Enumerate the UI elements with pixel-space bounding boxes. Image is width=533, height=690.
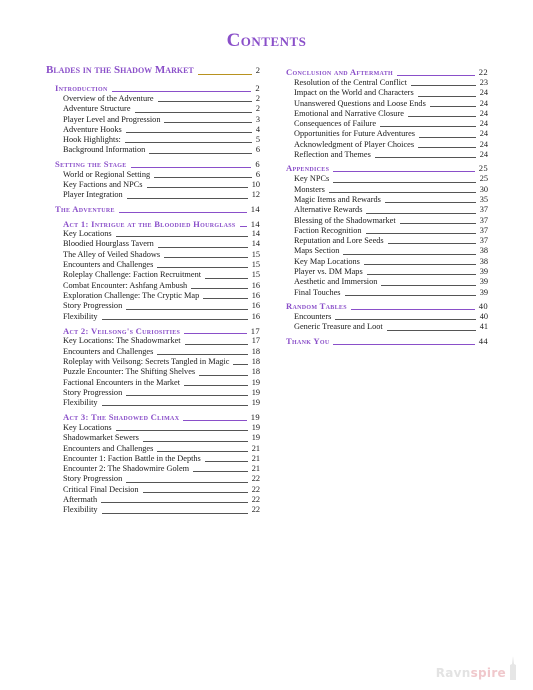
leader-rule [366, 213, 475, 214]
leader-rule [205, 278, 248, 279]
toc-page-number: 44 [478, 335, 488, 346]
toc-entry[interactable] [63, 180, 260, 190]
toc-page-number: 25 [478, 163, 488, 174]
toc-entry[interactable] [294, 236, 488, 246]
toc-entry[interactable] [294, 267, 488, 277]
toc-entry-label: Adventure Structure [63, 104, 131, 114]
toc-entry-label: Emotional and Narrative Closure [294, 108, 404, 118]
logo-text-ravn: Ravn [435, 666, 471, 680]
leader-rule [149, 153, 252, 154]
leader-rule [380, 126, 476, 127]
toc-entry-label: Bloodied Hourglass Tavern [63, 239, 154, 249]
toc-entry-label: Combat Encounter: Ashfang Ambush [63, 280, 188, 290]
toc-entry-label: Player Level and Progression [63, 114, 161, 124]
toc-entry-label: Resolution of the Central Conflict [294, 78, 407, 87]
toc-entry-label: Unanswered Questions and Loose Ends [294, 98, 426, 108]
toc-entry[interactable] [63, 281, 260, 291]
toc-entry-label: Encounters and Challenges [63, 260, 154, 270]
toc-entry-label: Exploration Challenge: The Cryptic Map [63, 290, 200, 300]
toc-entry[interactable] [63, 291, 260, 301]
leader-rule [430, 106, 476, 107]
leader-rule [364, 264, 476, 265]
leader-rule [381, 285, 475, 286]
toc-entry[interactable] [63, 505, 260, 515]
toc-chapter-entry[interactable] [55, 83, 260, 94]
toc-entry[interactable] [294, 78, 488, 88]
toc-entry[interactable] [63, 270, 260, 280]
toc-entry[interactable] [63, 104, 260, 114]
toc-page-number: 12 [251, 190, 260, 200]
toc-entry-label: Act 1: Intrigue at the Bloodied Hourglass [63, 218, 236, 229]
toc-entry-label: Random Tables [286, 300, 347, 311]
toc-entry-label: Flexibility [63, 505, 98, 515]
toc-page-number: 16 [251, 280, 260, 290]
toc-entry-label: Story Progression [63, 301, 123, 311]
leader-rule [367, 274, 476, 275]
toc-page-number: 19 [251, 433, 260, 443]
leader-rule [157, 354, 247, 355]
toc-entry-label: Generic Treasure and Loot [294, 322, 383, 332]
leader-rule [131, 167, 252, 168]
leader-rule [329, 192, 476, 193]
toc-entry[interactable] [294, 246, 488, 256]
toc-page-number: 37 [479, 205, 488, 215]
toc-entry[interactable] [63, 474, 260, 484]
toc-entry[interactable] [294, 185, 488, 195]
toc-entry-label: Key NPCs [294, 174, 330, 184]
toc-page-number: 24 [479, 139, 488, 149]
leader-rule [419, 137, 476, 138]
toc-page-number: 19 [251, 387, 260, 397]
leader-rule [157, 267, 247, 268]
toc-page-number: 10 [251, 180, 260, 190]
leader-rule [233, 364, 247, 365]
toc-entry-label: Introduction [55, 83, 108, 93]
leader-rule [158, 247, 248, 248]
leader-rule [157, 451, 247, 452]
leader-rule [333, 344, 474, 345]
toc-entry[interactable] [63, 388, 260, 398]
leader-rule [116, 430, 248, 431]
toc-page-number: 5 [255, 135, 260, 145]
toc-page-number: 17 [250, 325, 260, 336]
toc-entry-label: Key Locations: The Shadowmarket [63, 336, 181, 346]
toc-entry[interactable] [294, 257, 488, 267]
leader-rule [191, 288, 247, 289]
toc-entry[interactable] [294, 288, 488, 298]
toc-entry-label: Conclusion and Aftermath [286, 67, 393, 77]
toc-entry[interactable] [63, 145, 260, 155]
leader-rule [397, 75, 475, 76]
toc-entry[interactable] [63, 444, 260, 454]
toc-entry-label: Shadowmarket Sewers [63, 433, 139, 443]
toc-book-title: Blades in the Shadow Market [46, 64, 194, 76]
toc-page-number: 16 [251, 290, 260, 300]
toc-right-column [277, 64, 488, 347]
toc-entry-label: Key Locations [63, 229, 112, 239]
leader-rule [112, 91, 252, 92]
toc-entry[interactable] [294, 277, 488, 287]
leader-rule [345, 295, 476, 296]
toc-entry-label: Flexibility [63, 398, 98, 408]
toc-page-number: 14 [250, 218, 260, 229]
toc-page-number: 21 [251, 453, 260, 463]
toc-entry-label: Adventure Hooks [63, 124, 122, 134]
toc-entry[interactable] [294, 119, 488, 129]
logo-text-spire: spire [470, 666, 506, 680]
toc-entry-label: Monsters [294, 184, 325, 194]
toc-entry-label: Consequences of Failure [294, 119, 377, 129]
toc-chapter-entry[interactable] [286, 301, 488, 312]
toc-page-number: 38 [479, 256, 488, 266]
toc-entry-label: Story Progression [63, 387, 123, 397]
toc-entry[interactable] [63, 495, 260, 505]
leader-rule [335, 319, 475, 320]
toc-entry-label: World or Regional Setting [63, 169, 151, 179]
leader-rule [143, 492, 248, 493]
toc-entry-label: Acknowledgment of Player Choices [294, 139, 415, 149]
toc-left-column [46, 64, 260, 516]
toc-entry[interactable] [294, 195, 488, 205]
leader-rule [126, 482, 247, 483]
toc-page-number: 6 [255, 145, 260, 155]
toc-entry[interactable] [63, 485, 260, 495]
toc-entry[interactable] [63, 423, 260, 433]
toc-entry-label: Alternative Rewards [294, 205, 363, 215]
toc-entry[interactable] [63, 239, 260, 249]
leader-rule [333, 171, 475, 172]
toc-page-number: 24 [479, 150, 488, 160]
leader-rule [143, 441, 248, 442]
toc-entry[interactable] [294, 174, 488, 184]
toc-page-number: 37 [479, 225, 488, 235]
toc-entry-label: Encounters and Challenges [63, 443, 154, 453]
leader-rule [385, 202, 476, 203]
toc-page-number: 17 [251, 336, 260, 346]
leader-rule [101, 502, 248, 503]
toc-entry[interactable] [63, 115, 260, 125]
toc-act-entry[interactable] [63, 326, 260, 337]
toc-entry-label: Encounters [294, 311, 332, 321]
leader-rule [366, 233, 476, 234]
toc-entry[interactable] [63, 94, 260, 104]
toc-entry[interactable] [63, 336, 260, 346]
leader-rule [164, 122, 251, 123]
toc-page-number: 16 [251, 311, 260, 321]
toc-entry-label: Encounter 1: Faction Battle in the Depths [63, 453, 201, 463]
leader-rule [418, 147, 476, 148]
leader-rule [116, 236, 248, 237]
toc-page-number: 16 [251, 301, 260, 311]
toc-page-number: 37 [479, 236, 488, 246]
toc-page-number: 22 [251, 505, 260, 515]
toc-entry-label: Magic Items and Rewards [294, 194, 381, 204]
toc-entry-label: Overview of the Adventure [63, 94, 154, 103]
toc-chapter-entry[interactable] [286, 67, 488, 78]
toc-page-number: 39 [479, 277, 488, 287]
toc-page-number: 40 [478, 300, 488, 311]
toc-entry-label: Key Map Locations [294, 256, 360, 266]
leader-rule [119, 212, 247, 213]
toc-entry[interactable] [294, 99, 488, 109]
toc-entry[interactable] [63, 229, 260, 239]
toc-entry[interactable] [63, 301, 260, 311]
toc-entry[interactable] [63, 367, 260, 377]
spire-icon [507, 656, 519, 680]
toc-page-number: 19 [250, 412, 260, 423]
toc-page-number: 37 [479, 215, 488, 225]
leader-rule [185, 344, 248, 345]
leader-rule [102, 319, 248, 320]
leader-rule [102, 405, 248, 406]
leader-rule [387, 330, 476, 331]
toc-page-number: 15 [251, 270, 260, 280]
ravnspire-logo [436, 656, 519, 680]
toc-entry-label: The Adventure [55, 203, 115, 214]
toc-page-number: 38 [479, 246, 488, 256]
toc-entry-label: Faction Recognition [294, 225, 362, 235]
toc-entry[interactable] [63, 190, 260, 200]
toc-page-number: 19 [251, 422, 260, 432]
toc-entry-label: Reflection and Themes [294, 150, 371, 160]
toc-entry-label: The Alley of Veiled Shadows [63, 249, 161, 259]
leader-rule [164, 257, 248, 258]
toc-chapter-entry[interactable] [55, 204, 260, 215]
leader-rule [184, 385, 248, 386]
toc-entry[interactable] [294, 88, 488, 98]
leader-rule [408, 116, 476, 117]
toc-entry-label: Act 3: The Shadowed Climax [63, 412, 180, 423]
toc-entry[interactable] [63, 312, 260, 322]
toc-entry-label: Flexibility [63, 311, 98, 321]
toc-entry-label: Roleplay with Veilsong: Secrets Tangled in Magic [63, 356, 230, 366]
toc-act-entry[interactable] [63, 412, 260, 423]
leader-rule [343, 254, 475, 255]
toc-page-number: 40 [479, 311, 488, 321]
toc-page-number: 21 [251, 464, 260, 474]
leader-rule [411, 85, 476, 86]
toc-entry[interactable] [63, 464, 260, 474]
toc-entry[interactable] [63, 347, 260, 357]
toc-page-number: 18 [251, 346, 260, 356]
toc-entry-label: Maps Section [294, 246, 340, 256]
toc-page-number: 15 [251, 260, 260, 270]
toc-page-number: 2 [255, 83, 260, 93]
toc-page-number: 25 [479, 174, 488, 184]
toc-entry[interactable] [63, 357, 260, 367]
leader-rule [158, 101, 252, 102]
toc-page-number: 35 [479, 194, 488, 204]
toc-entry[interactable] [294, 226, 488, 236]
toc-entry[interactable] [63, 250, 260, 260]
toc-page-number: 3 [255, 114, 260, 124]
toc-entry[interactable] [63, 398, 260, 408]
leader-rule [135, 112, 252, 113]
toc-entry-label: Background Information [63, 145, 146, 155]
toc-page-number: 24 [479, 108, 488, 118]
toc-page-number: 2 [255, 94, 260, 103]
toc-entry-label: Reputation and Lore Seeds [294, 236, 384, 246]
toc-page-number: 14 [250, 203, 260, 214]
page-title: Contents [226, 30, 307, 51]
toc-page-number: 39 [479, 287, 488, 297]
leader-rule [147, 187, 248, 188]
toc-entry[interactable] [294, 140, 488, 150]
toc-page-number: 19 [251, 398, 260, 408]
toc-entry-label: Roleplay Challenge: Faction Recruitment [63, 270, 202, 280]
toc-entry[interactable] [294, 109, 488, 119]
leader-rule [102, 513, 248, 514]
toc-page-number: 22 [251, 484, 260, 494]
leader-rule [154, 177, 252, 178]
toc-entry-label: Player vs. DM Maps [294, 267, 363, 277]
leader-rule [126, 132, 252, 133]
toc-page-number: 19 [251, 377, 260, 387]
toc-act-entry[interactable] [63, 219, 260, 230]
toc-page-number: 18 [251, 367, 260, 377]
leader-rule [183, 420, 246, 421]
toc-page-number: 22 [478, 67, 488, 77]
toc-entry[interactable] [294, 216, 488, 226]
toc-page-number: 41 [479, 322, 488, 332]
toc-page-number: 21 [251, 443, 260, 453]
leader-rule [205, 461, 248, 462]
leader-rule [184, 333, 247, 334]
toc-chapter-entry[interactable] [286, 163, 488, 174]
toc-page-number: 22 [251, 474, 260, 484]
toc-entry[interactable] [63, 454, 260, 464]
leader-rule [203, 298, 247, 299]
toc-entry-label: Hook Highlights: [63, 135, 121, 145]
toc-entry[interactable] [294, 312, 488, 322]
toc-page-number: 24 [479, 98, 488, 108]
toc-page-number: 4 [255, 124, 260, 134]
toc-entry-label: Factional Encounters in the Market [63, 377, 181, 387]
leader-rule [127, 198, 248, 199]
leader-rule [126, 309, 247, 310]
toc-page-number: 24 [479, 119, 488, 129]
toc-entry[interactable] [294, 150, 488, 160]
toc-entry-label: Key Factions and NPCs [63, 180, 143, 190]
toc-entry-label: Encounters and Challenges [63, 346, 154, 356]
toc-entry[interactable] [294, 129, 488, 139]
toc-page-number: 24 [479, 129, 488, 139]
toc-entry[interactable] [63, 433, 260, 443]
leader-rule [388, 243, 476, 244]
toc-entry-label: Act 2: Veilsong's Curiosities [63, 325, 181, 336]
leader-rule [351, 309, 475, 310]
toc-entry-label: Appendices [286, 163, 330, 174]
toc-page-number: 23 [479, 78, 488, 87]
toc-page-number: 30 [479, 184, 488, 194]
leader-rule [198, 74, 252, 75]
toc-entry[interactable] [63, 378, 260, 388]
toc-page-number: 2 [255, 65, 260, 75]
toc-entry-label: Critical Final Decision [63, 484, 139, 494]
toc-entry-label: Story Progression [63, 474, 123, 484]
toc-entry-label: Thank You [286, 335, 330, 346]
toc-entry[interactable] [63, 135, 260, 145]
toc-entry[interactable] [294, 322, 488, 332]
toc-chapter-entry[interactable] [286, 336, 488, 347]
toc-book-entry[interactable] [46, 64, 260, 77]
leader-rule [418, 96, 476, 97]
toc-entry[interactable] [63, 125, 260, 135]
toc-page-number: 22 [251, 495, 260, 504]
leader-rule [125, 142, 252, 143]
toc-page-number: 6 [255, 158, 260, 169]
toc-entry-label: Aesthetic and Immersion [294, 277, 378, 287]
toc-entry-label: Blessing of the Shadowmarket [294, 215, 396, 225]
toc-entry[interactable] [63, 260, 260, 270]
toc-page-number: 14 [251, 229, 260, 239]
toc-entry-label: Encounter 2: The Shadowmire Golem [63, 464, 190, 474]
leader-rule [199, 375, 248, 376]
toc-chapter-entry[interactable] [55, 159, 260, 170]
leader-rule [400, 223, 476, 224]
toc-entry-label: Key Locations [63, 422, 112, 432]
leader-rule [193, 471, 248, 472]
toc-entry[interactable] [294, 205, 488, 215]
toc-page-number: 14 [251, 239, 260, 249]
leader-rule [126, 395, 247, 396]
leader-rule [375, 157, 476, 158]
toc-page-number: 15 [251, 249, 260, 259]
toc-page-number: 2 [255, 104, 260, 114]
leader-rule [333, 182, 475, 183]
toc-entry-label: Player Integration [63, 190, 123, 200]
toc-entry[interactable] [63, 170, 260, 180]
leader-rule [240, 226, 247, 227]
toc-entry-label: Final Touches [294, 287, 341, 297]
toc-page-number: 24 [479, 88, 488, 98]
toc-page-number: 6 [255, 169, 260, 179]
toc-page-number: 39 [479, 267, 488, 277]
toc-page-number: 18 [251, 356, 260, 366]
toc-entry-label: Opportunities for Future Adventures [294, 129, 415, 139]
toc-entry-label: Aftermath [63, 495, 98, 504]
toc-entry-label: Setting the Stage [55, 158, 127, 169]
toc-entry-label: Impact on the World and Characters [294, 88, 414, 98]
toc-entry-label: Puzzle Encounter: The Shifting Shelves [63, 367, 196, 377]
